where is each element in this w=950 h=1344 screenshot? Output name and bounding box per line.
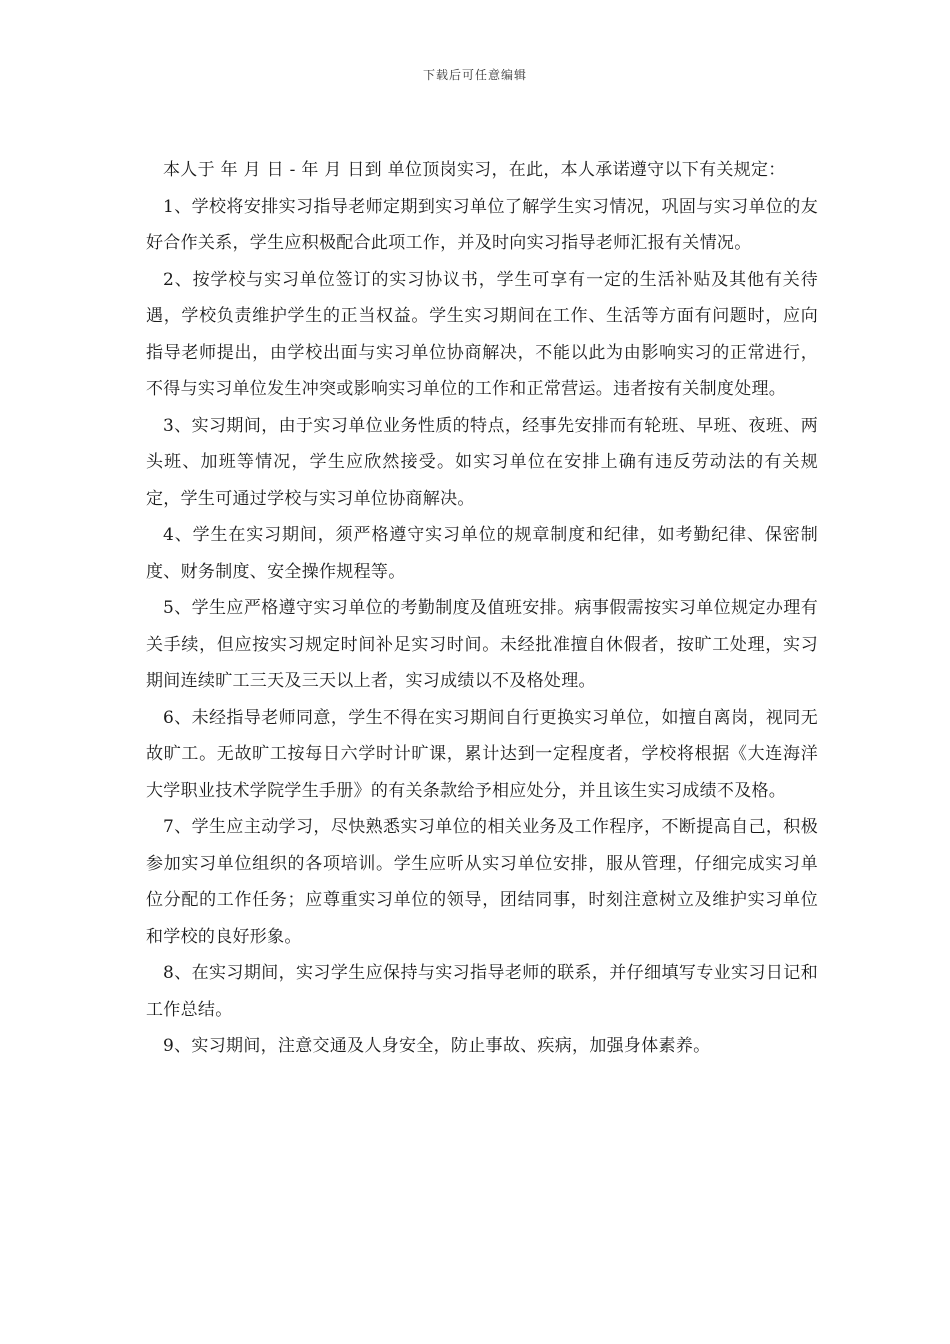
paragraph-rule-4: 4、学生在实习期间，须严格遵守实习单位的规章制度和纪律，如考勤纪律、保密制度、财务制度、安全操作规程等。 [146,525,818,582]
paragraph-rule-7: 7、学生应主动学习，尽快熟悉实习单位的相关业务及工作程序，不断提高自己，积极参加实习单位组织的各项培训。学生应听从实习单位安排，服从管理，仔细完成实习单位分配的工作任务；应尊重实习单位的领导，团结同事，时刻注意树立及维护实习单位和学校的良好形象。 [146,817,818,947]
paragraph-rule-9: 9、实习期间，注意交通及人身安全，防止事故、疾病，加强身体素养。 [163,1036,711,1056]
paragraph-rule-5: 5、学生应严格遵守实习单位的考勤制度及值班安排。病事假需按实习单位规定办理有关手续，但应按实习规定时间补足实习时间。未经批准擅自休假者，按旷工处理，实习期间连续旷工三天及三天以上者，实习成绩以不及格处理。 [146,598,818,691]
paragraph-rule-3: 3、实习期间，由于实习单位业务性质的特点，经事先安排而有轮班、早班、夜班、两头班、加班等情况，学生应欣然接受。如实习单位在安排上确有违反劳动法的有关规定，学生可通过学校与实习单位协商解决。 [146,415,818,509]
document-body [146,152,818,1065]
paragraph-rule-2: 2、按学校与实习单位签订的实习协议书，学生可享有一定的生活补贴及其他有关待遇，学校负责维护学生的正当权益。学生实习期间在工作、生活等方面有问题时，应向指导老师提出，由学校出面与实习单位协商解决，不能以此为由影响实习的正常进行，不得与实习单位发生冲突或影响实习单位的工作和正常营运。违者按有关制度处理。 [146,269,818,399]
paragraph-rule-6: 6、未经指导老师同意，学生不得在实习期间自行更换实习单位，如擅自离岗，视同无故旷工。无故旷工按每日六学时计旷课，累计达到一定程度者，学校将根据《大连海洋大学职业技术学院学生手册》的有关条款给予相应处分，并且该生实习成绩不及格。 [146,707,818,801]
paragraph-rule-1: 1、学校将安排实习指导老师定期到实习单位了解学生实习情况，巩固与实习单位的友好合作关系，学生应积极配合此项工作，并及时向实习指导老师汇报有关情况。 [146,196,818,253]
paragraph-rule-8: 8、在实习期间，实习学生应保持与实习指导老师的联系，并仔细填写专业实习日记和工作总结。 [146,963,818,1020]
paragraph-intro: 本人于 年 月 日 - 年 月 日到 单位顶岗实习，在此，本人承诺遵守以下有关规定： [163,160,786,180]
header-note: 下载后可任意编辑 [422,68,527,82]
